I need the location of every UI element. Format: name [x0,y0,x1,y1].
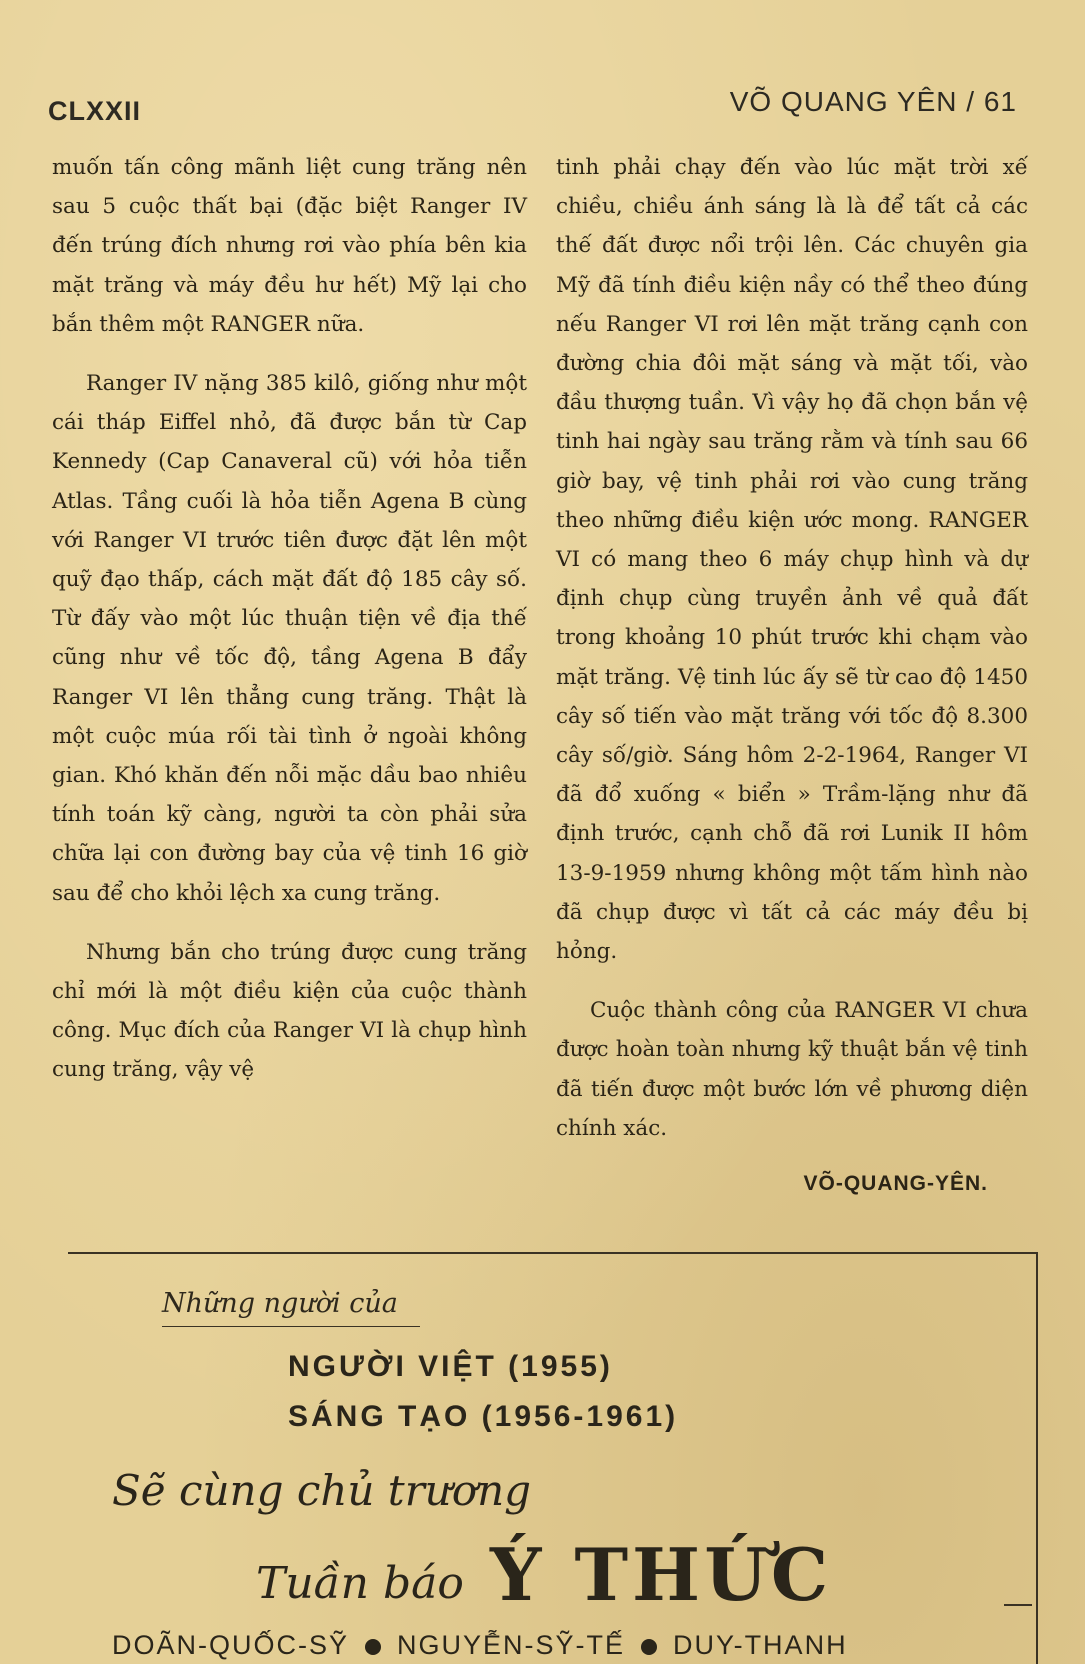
ad-author: DOÃN-QUỐC-SỸ [112,1630,350,1660]
running-header-author-page: VÕ QUANG YÊN / 61 [729,86,1017,117]
article-paragraph: tinh phải chạy đến vào lúc mặt trời xế chiều, chiều ánh sáng là là để tất cả các thế đất được nổi trội lên. Các chuyên gia Mỹ đã tính điều kiện nầy có thể theo đúng nếu Ranger VI rơi lên mặt trăng cạnh con đường chia đôi mặt sáng và mặt tối, vào đầu thượng tuần. Vì vậy họ đã chọn bắn vệ tinh hai ngày sau trăng rằm và tính sau 66 giờ bay, vệ tinh phải rơi vào cung trăng theo những điều kiện ước mong. RANGER VI có mang theo 6 máy chụp hình và dự định chụp cùng truyền ảnh về quả đất trong khoảng 10 phút trước khi chạm vào mặt trăng. Vệ tinh lúc ấy sẽ từ cao độ 1450 cây số tiến vào mặt trăng với tốc độ 8.300 cây số/giờ. Sáng hôm 2-2-1964, Ranger VI đã đổ xuống « biển » Trầm-lặng như đã định trước, cạnh chỗ đã rơi Lunik II hôm 13-9-1959 nhưng không một tấm hình nào đã chụp được vì tất cả các máy đều bị hỏng. [556,155,1028,965]
ad-author: DUY-THANH [673,1630,848,1660]
ad-author: NGUYỄN-SỸ-TẾ [397,1630,626,1660]
article-paragraph: Ranger IV nặng 385 kilô, giống như một cái tháp Eiffel nhỏ, đã được bắn từ Cap Kennedy (Cap Canaveral cũ) với hỏa tiễn Atlas. Tầng cuối là hỏa tiễn Agena B cùng với Ranger VI trước tiên được đặt lên một quỹ đạo thấp, cách mặt đất độ 185 cây số. Từ đấy vào một lúc thuận tiện về địa thế cũng như về tốc độ, tầng Agena B đẩy Ranger VI lên thẳng cung trăng. Thật là một cuộc múa rối tài tình ở ngoài không gian. Khó khăn đến nỗi mặc dầu bao nhiêu tính toán kỹ càng, người ta còn phải sửa chữa lại con đường bay của vệ tinh 16 giờ sau để cho khỏi lệch xa cung trăng. [52,371,527,906]
ad-tagline: Những người của [162,1288,398,1319]
ad-slogan: Sẽ cùng chủ trương [112,1466,532,1515]
ad-tagline-underline [162,1326,420,1327]
bullet-dot-icon [365,1639,381,1655]
advertisement-border-right [1036,1252,1038,1664]
article-left-column [52,148,527,1110]
advertisement-border-top [68,1252,1036,1254]
ad-publication-sang-tao: SÁNG TẠO (1956-1961) [288,1400,679,1433]
ad-decorative-dash [1004,1604,1032,1606]
page-section-roman-numeral: CLXXII [48,96,142,126]
ad-publication-nguoi-viet: NGƯỜI VIỆT (1955) [288,1350,613,1383]
bullet-dot-icon [641,1639,657,1655]
article-paragraph: muốn tấn công mãnh liệt cung trăng nên sau 5 cuộc thất bại (đặc biệt Ranger IV đến trúng đích nhưng rơi vào phía bên kia mặt trăng và máy đều hư hết) Mỹ lại cho bắn thêm một RANGER nữa. [52,155,527,337]
article-paragraph: Nhưng bắn cho trúng được cung trăng chỉ mới là một điều kiện của cuộc thành công. Mục đích của Ranger VI là chụp hình cung trăng, vậy vệ [52,939,527,1083]
article-paragraph: Cuộc thành công của RANGER VI chưa được hoàn toàn nhưng kỹ thuật bắn vệ tinh đã tiến được một bước lớn về phương diện chính xác. [556,998,1028,1141]
ad-weekly-label: Tuần báo [256,1558,464,1609]
article-signature: VÕ-QUANG-YÊN. [803,1172,988,1196]
article-right-column [556,148,1028,1203]
ad-authors [112,1630,848,1661]
ad-weekly-name: Ý THỨC [490,1532,833,1617]
